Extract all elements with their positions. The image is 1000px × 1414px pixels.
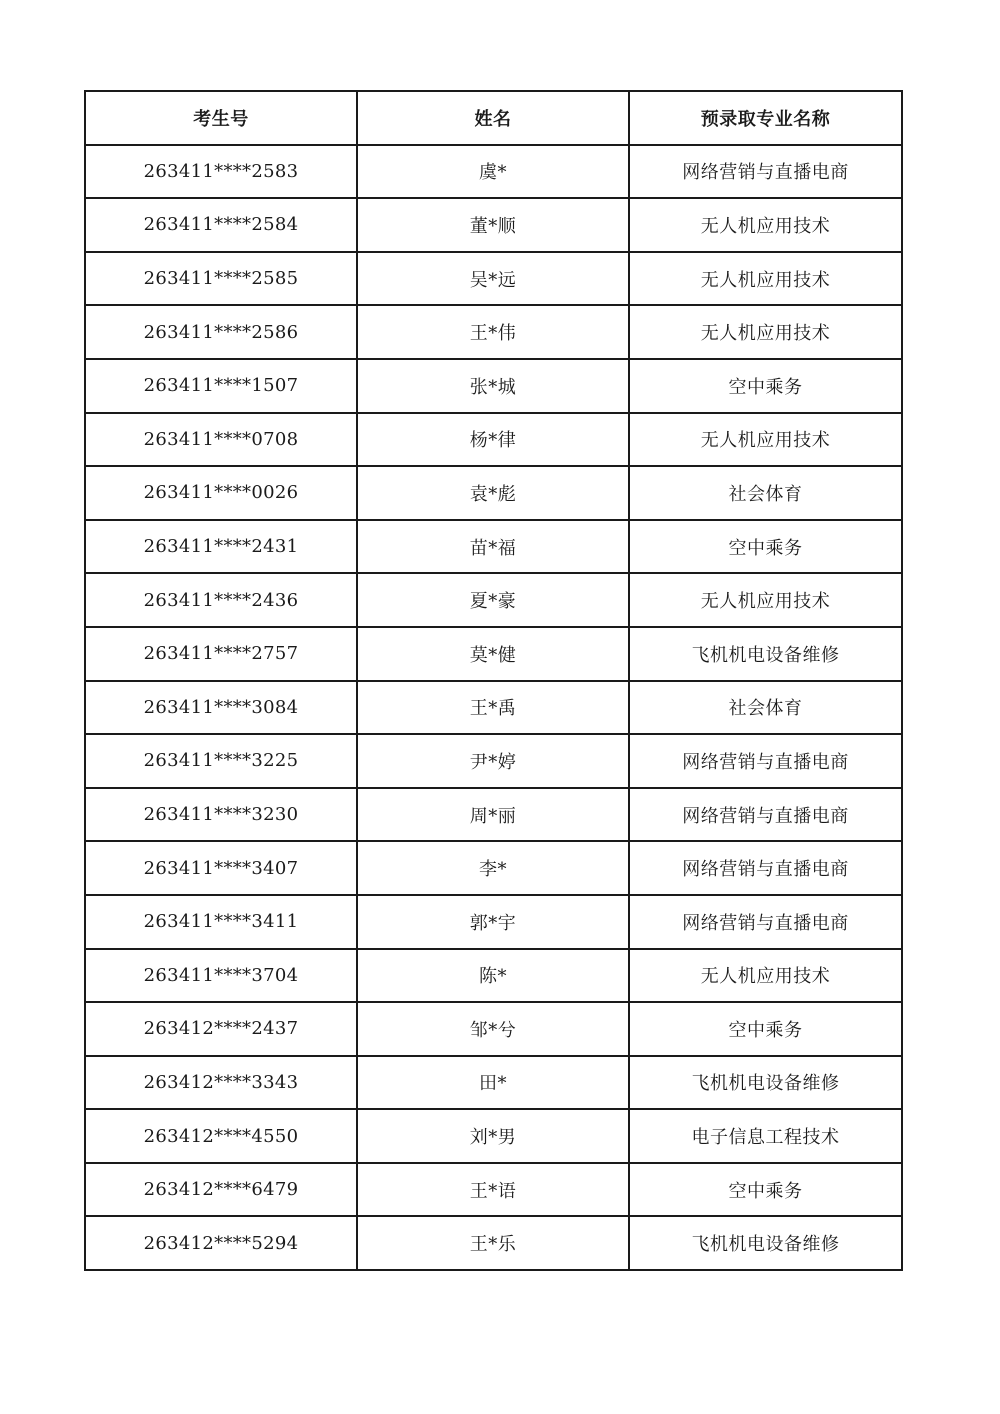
table-row (85, 466, 902, 520)
exam-number-cell: 263411****3407 (85, 841, 357, 895)
exam-number-cell: 263412****4550 (85, 1109, 357, 1163)
exam-number-cell: 263411****0026 (85, 466, 357, 520)
table-row (85, 305, 902, 359)
table-row (85, 1163, 902, 1217)
student-name-cell: 袁*彪 (357, 466, 629, 520)
major-cell: 无人机应用技术 (629, 949, 902, 1003)
student-name-cell: 陈* (357, 949, 629, 1003)
major-cell: 社会体育 (629, 681, 902, 735)
exam-number-cell: 263411****3084 (85, 681, 357, 735)
exam-number-cell: 263411****3704 (85, 949, 357, 1003)
table-row (85, 841, 902, 895)
major-cell: 无人机应用技术 (629, 198, 902, 252)
student-name-cell: 邹*兮 (357, 1002, 629, 1056)
major-cell: 网络营销与直播电商 (629, 895, 902, 949)
exam-number-cell: 263412****3343 (85, 1056, 357, 1110)
student-name-cell: 王*乐 (357, 1216, 629, 1270)
major-cell: 飞机机电设备维修 (629, 1216, 902, 1270)
exam-number-cell: 263411****3411 (85, 895, 357, 949)
student-name-cell: 尹*婷 (357, 734, 629, 788)
student-name-cell: 莫*健 (357, 627, 629, 681)
student-name-cell: 虞* (357, 145, 629, 199)
exam-number-cell: 263412****6479 (85, 1163, 357, 1217)
exam-number-cell: 263411****2431 (85, 520, 357, 574)
header-row (85, 91, 902, 145)
table-row (85, 681, 902, 735)
major-cell: 空中乘务 (629, 1002, 902, 1056)
table-row (85, 198, 902, 252)
header-exam-number: 考生号 (85, 91, 357, 145)
table-row (85, 1109, 902, 1163)
student-name-cell: 田* (357, 1056, 629, 1110)
major-cell: 电子信息工程技术 (629, 1109, 902, 1163)
major-cell: 无人机应用技术 (629, 573, 902, 627)
table-row (85, 252, 902, 306)
student-name-cell: 王*语 (357, 1163, 629, 1217)
major-cell: 网络营销与直播电商 (629, 145, 902, 199)
student-name-cell: 吴*远 (357, 252, 629, 306)
major-cell: 网络营销与直播电商 (629, 734, 902, 788)
student-name-cell: 苗*福 (357, 520, 629, 574)
student-name-cell: 李* (357, 841, 629, 895)
major-cell: 社会体育 (629, 466, 902, 520)
major-cell: 空中乘务 (629, 359, 902, 413)
exam-number-cell: 263411****2436 (85, 573, 357, 627)
major-cell: 网络营销与直播电商 (629, 841, 902, 895)
exam-number-cell: 263411****2757 (85, 627, 357, 681)
header-major: 预录取专业名称 (629, 91, 902, 145)
major-cell: 空中乘务 (629, 520, 902, 574)
exam-number-cell: 263411****3230 (85, 788, 357, 842)
exam-number-cell: 263411****2584 (85, 198, 357, 252)
table-row (85, 1216, 902, 1270)
exam-number-cell: 263412****5294 (85, 1216, 357, 1270)
table-row (85, 895, 902, 949)
table-row (85, 734, 902, 788)
student-name-cell: 王*禹 (357, 681, 629, 735)
student-name-cell: 周*丽 (357, 788, 629, 842)
table-row (85, 1002, 902, 1056)
major-cell: 空中乘务 (629, 1163, 902, 1217)
student-name-cell: 夏*豪 (357, 573, 629, 627)
exam-number-cell: 263411****2586 (85, 305, 357, 359)
exam-number-cell: 263412****2437 (85, 1002, 357, 1056)
major-cell: 无人机应用技术 (629, 413, 902, 467)
table-row (85, 627, 902, 681)
student-name-cell: 刘*男 (357, 1109, 629, 1163)
table-row (85, 145, 902, 199)
student-name-cell: 董*顺 (357, 198, 629, 252)
table-row (85, 573, 902, 627)
student-name-cell: 郭*宇 (357, 895, 629, 949)
student-name-cell: 杨*律 (357, 413, 629, 467)
major-cell: 无人机应用技术 (629, 305, 902, 359)
table-row (85, 359, 902, 413)
major-cell: 网络营销与直播电商 (629, 788, 902, 842)
table-row (85, 1056, 902, 1110)
major-cell: 飞机机电设备维修 (629, 627, 902, 681)
header-name: 姓名 (357, 91, 629, 145)
table-row (85, 520, 902, 574)
exam-number-cell: 263411****1507 (85, 359, 357, 413)
table-row (85, 413, 902, 467)
table-row (85, 949, 902, 1003)
admission-table (84, 90, 903, 1271)
table-row (85, 788, 902, 842)
major-cell: 无人机应用技术 (629, 252, 902, 306)
student-name-cell: 王*伟 (357, 305, 629, 359)
exam-number-cell: 263411****2583 (85, 145, 357, 199)
student-name-cell: 张*城 (357, 359, 629, 413)
major-cell: 飞机机电设备维修 (629, 1056, 902, 1110)
exam-number-cell: 263411****0708 (85, 413, 357, 467)
exam-number-cell: 263411****2585 (85, 252, 357, 306)
exam-number-cell: 263411****3225 (85, 734, 357, 788)
